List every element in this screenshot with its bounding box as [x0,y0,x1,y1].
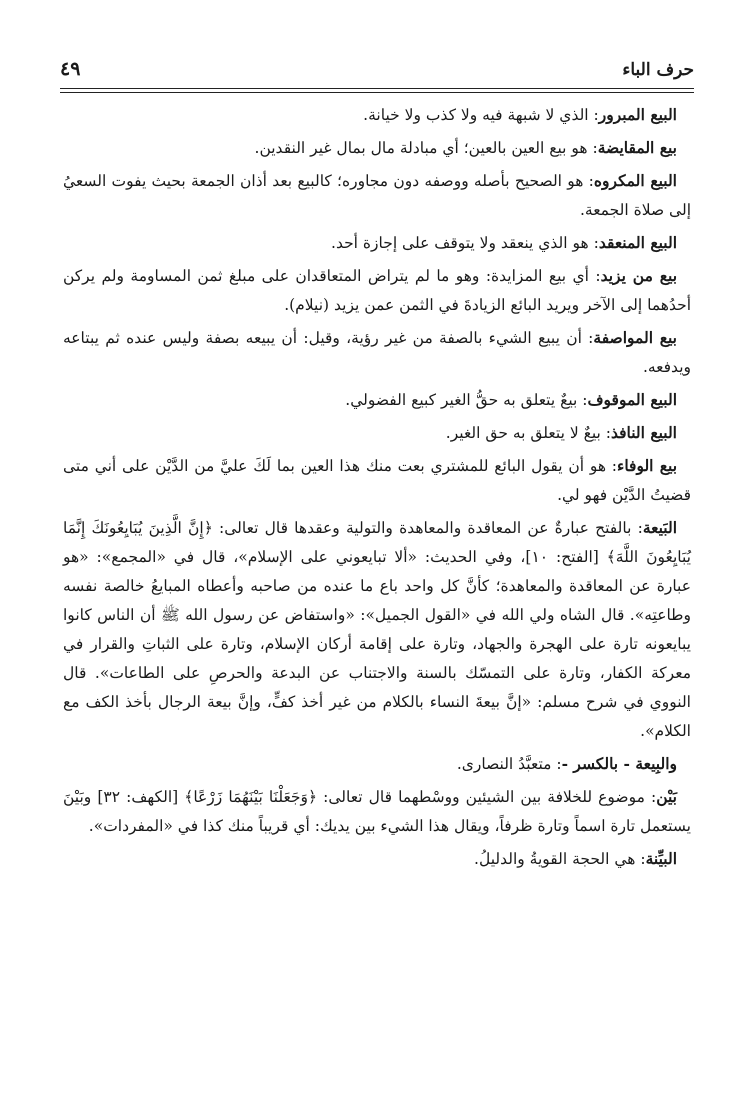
entry-term: بيع المواصفة [593,328,677,347]
entry-term: البيع المبرور [598,105,677,124]
entry-term: البيع الموقوف [587,390,677,409]
entry-term: البيع المنعقد [598,233,677,252]
header-rule-thin [60,92,694,93]
entry-term: بيع من يزيد [600,266,678,285]
entry [63,782,691,841]
entry [63,133,691,163]
entry-definition: : متعبَّدُ النصارى. [456,755,562,773]
entry [63,166,691,225]
entry-term: والبِيعة - بالكسر - [561,754,677,773]
header-rule [60,88,694,89]
entry [63,451,691,510]
entry-term: البيع المكروه [593,171,677,190]
entry-definition: : الذي لا شبهة فيه ولا كذب ولا خيانة. [363,106,599,124]
entry-term: البيِّنة [645,849,677,868]
entry [63,323,691,382]
entry-term: بَيْن [656,787,677,806]
page-number: ٤٩ [60,58,81,80]
entry-definition: : بيعٌ يتعلق به حقُّ الغير كبيع الفضولي. [345,391,588,409]
entry-definition: : هو الذي ينعقد ولا يتوقف على إجازة أحد. [331,234,599,252]
running-head: حرف الباء [622,60,694,80]
entry-term: البيع النافذ [610,423,677,442]
entry-definition: : هو بيع العين بالعين؛ أي مبادلة مال بمال غير النقدين. [254,139,598,157]
entry [63,261,691,320]
page-header [60,50,694,90]
dictionary-entries [63,100,691,877]
entry [63,100,691,130]
entry [63,418,691,448]
entry-definition: : بيعٌ لا يتعلق به حق الغير. [445,424,611,442]
entry-definition: : هو الصحيح بأصله ووصفه دون مجاوره؛ كالبيع بعد أذان الجمعة بحيث يفوت السعيُ إلى صلاة الجمعة. [63,172,691,219]
entry-definition: : هي الحجة القويةُ والدليلُ. [474,850,646,868]
entry-definition: : موضوع للخلافة بين الشيئين ووسْطهما قال تعالى: ﴿وَجَعَلْنَا بَيْنَهُمَا زَرْعًا﴾ [الكهف: ٣٢] وبَيْنَ يستعمل تارة اسماً وتارة ظرفاً، ويقال هذا الشيء بين يديك: أي قريباً منك كذا في «المفردات». [63,788,691,835]
entry-term: بيع الوفاء [617,456,678,475]
entry-definition: : بالفتح عبارةٌ عن المعاقدة والمعاهدة والتولية وعقدها قال تعالى: ﴿إِنَّ الَّذِينَ يُبَايِعُونَكَ إِنَّمَا يُبَايِعُونَ اللَّهَ﴾ [الفتح: ١٠]، وفي الحديث: «ألا تبايعوني على الإسلام»، قال في «المجمع»: «هو عبارة عن المعاقدة والمعاهدة؛ كأنَّ كل واحد باع ما عنده من صاحبه وأعطاه المبايعُ خالصة نفسه وطاعتِه». قال الشاه ولي الله في «القول الجميل»: «واستفاض عن رسول الله ﷺ أن الناس كانوا يبايعونه تارة على الهجرة والجهاد، وتارة على إقامة أركان الإسلام، وتارة على الثباتِ والقرار في معركة الكفار، وتارة على التمسّك بالسنة والاجتناب عن البدعة والحرصِ على الطاعات». قال النووي في شرح مسلم: «إنَّ بيعةَ النساء بالكلام من غير أخذ كفٍّ، وإنَّ بيعة الرجال بأخذ الكف مع الكلام». [63,519,691,740]
entry-term: بيع المقايضة [597,138,677,157]
entry [63,749,691,779]
entry [63,513,691,746]
entry [63,385,691,415]
entry-definition: : أن يبيع الشيء بالصفة من غير رؤية، وقيل: أن يبيعه بصفة وليس عنده ثم يبتاعه ويدفعه. [63,329,691,376]
entry-term: البَيعة [642,518,677,537]
entry-definition: : هو أن يقول البائع للمشتري بعت منك هذا العين بما لَكَ عليَّ من الدَّيْن على أني متى قضيتُ الدَّيْن فهو لي. [63,457,691,504]
entry [63,844,691,874]
entry-definition: : أي بيع المزايدة: وهو ما لم يتراض المتعاقدان على مبلغ ثمن المساومة ولم يركن أحدُهما إلى الآخر ويريد البائع الزيادةَ في الثمن عمن يزيد (نيلام). [63,267,691,314]
entry [63,228,691,258]
